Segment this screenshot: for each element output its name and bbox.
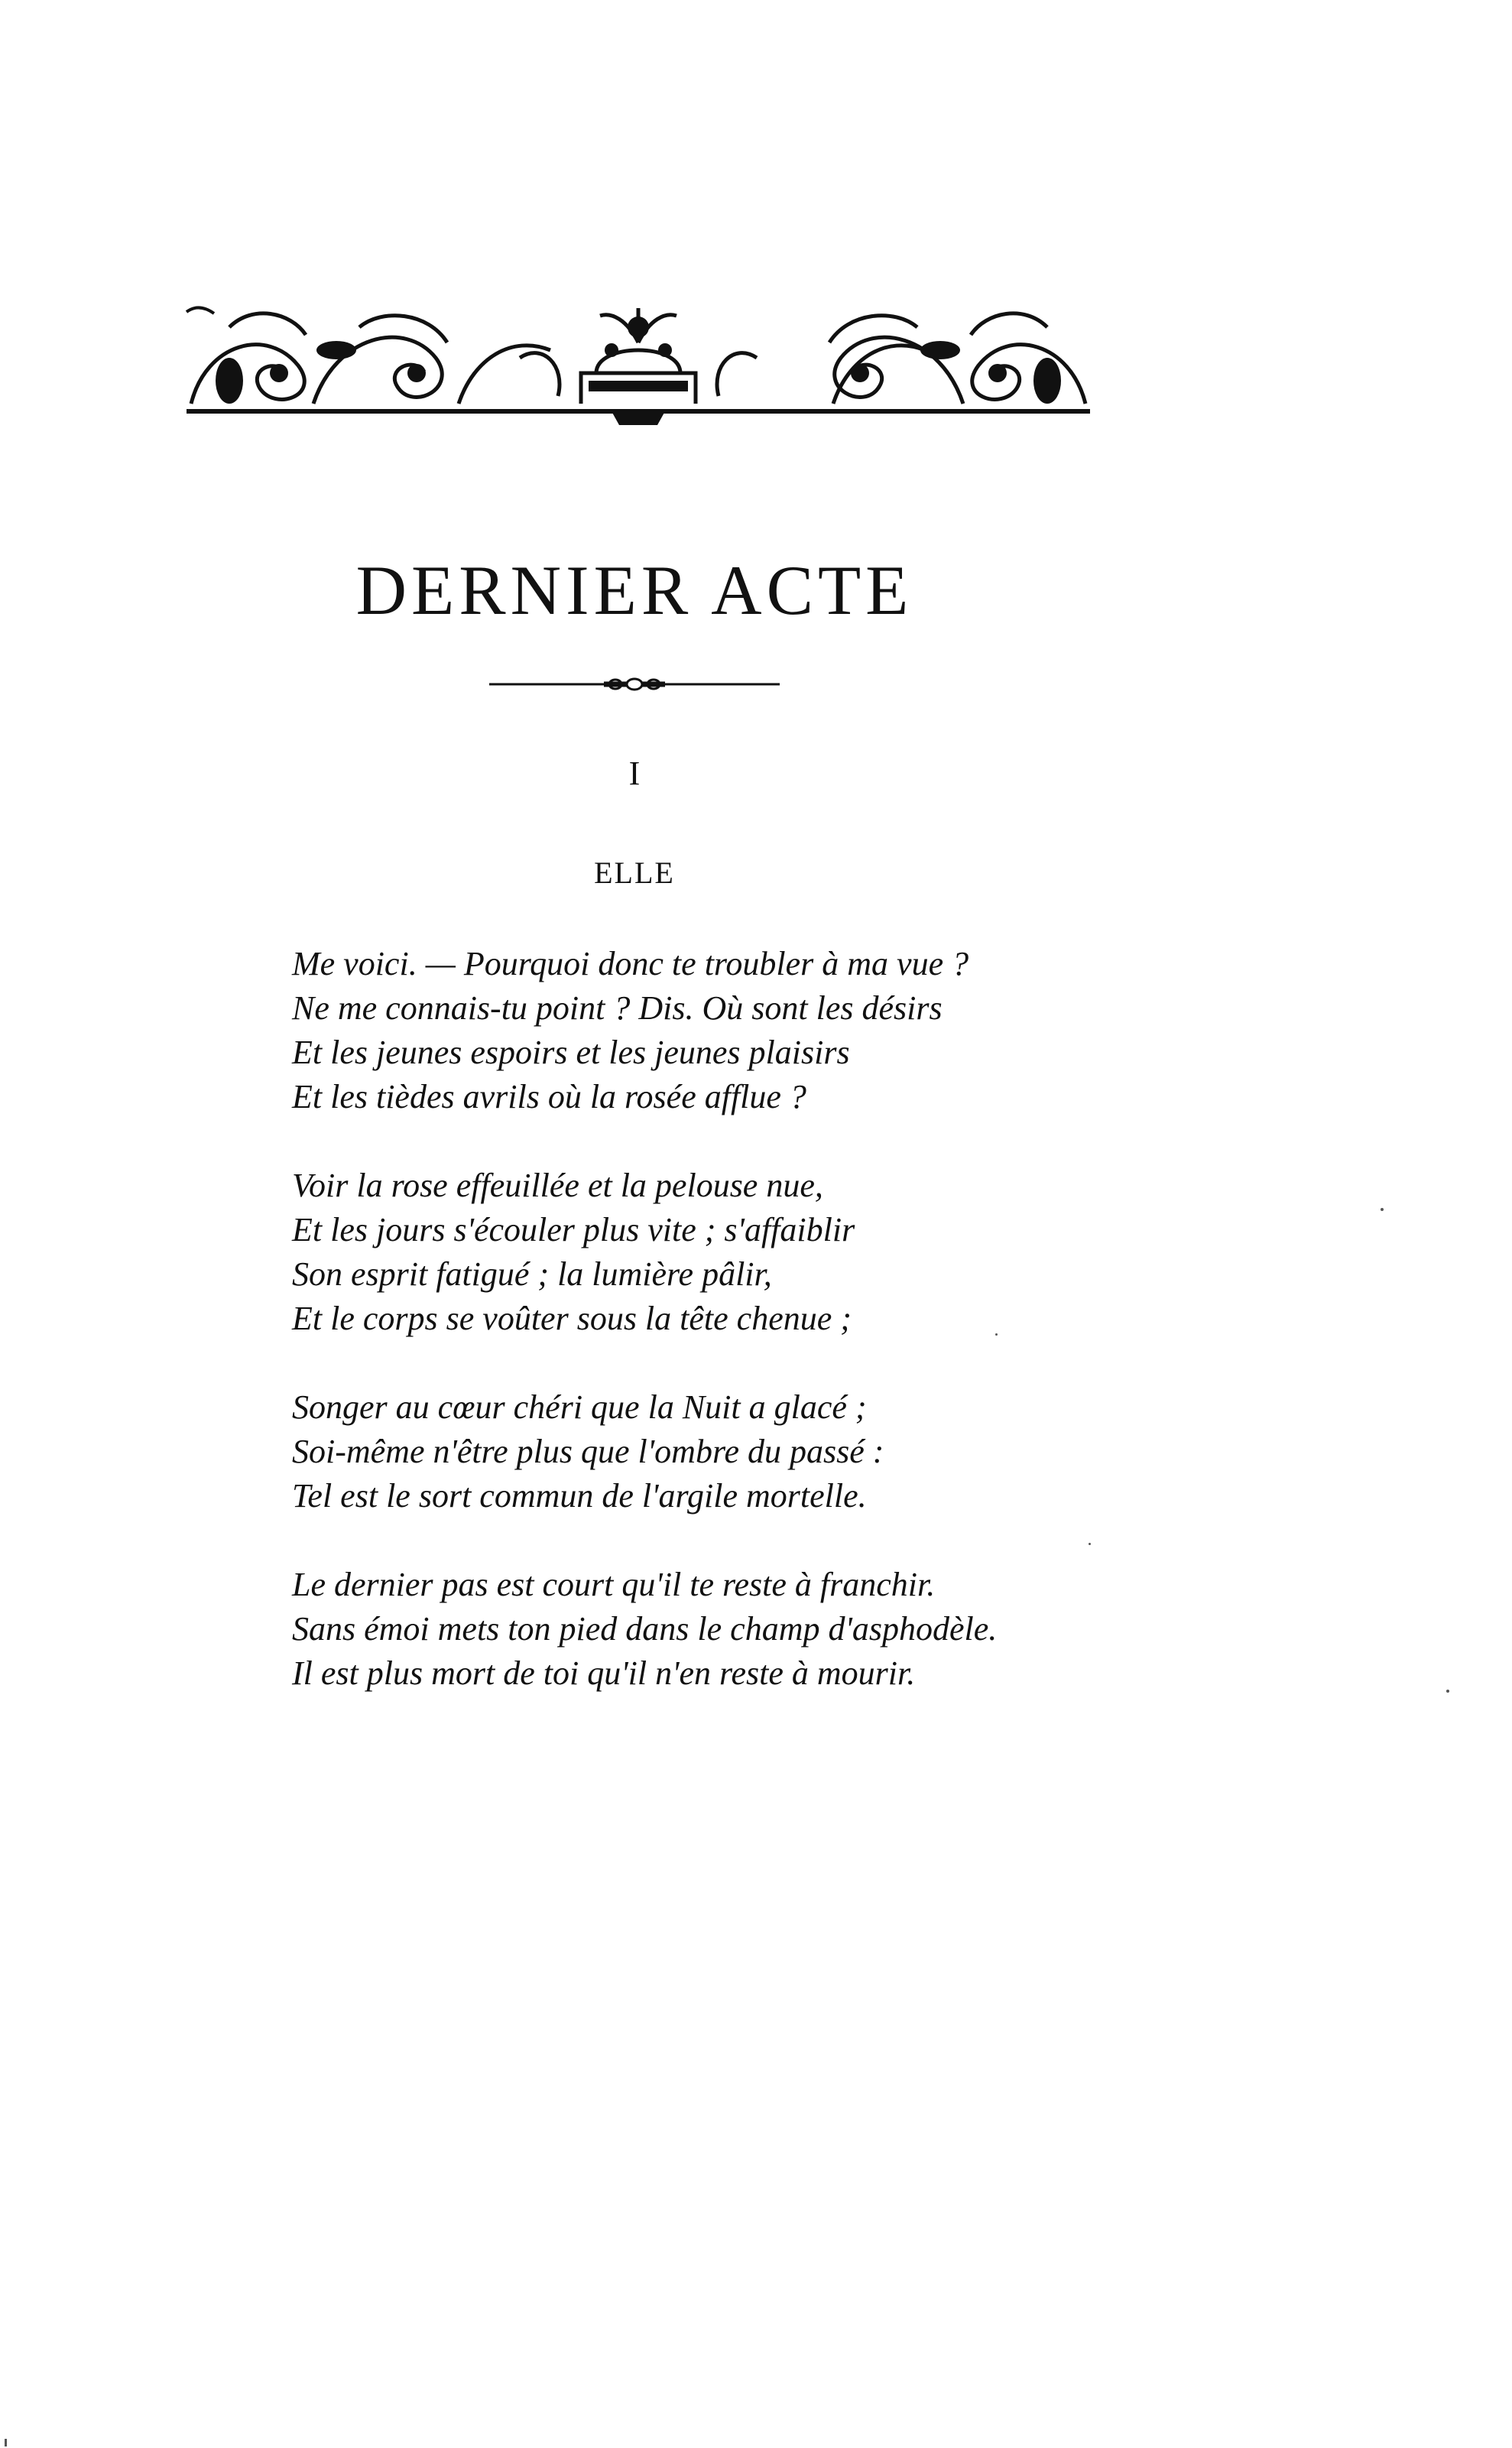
verse-line: Et les jeunes espoirs et les jeunes plaisirs: [292, 1034, 850, 1071]
scan-speck: [1446, 1690, 1449, 1693]
floral-scroll-icon: [183, 297, 1093, 428]
decorative-rule-icon: [489, 676, 780, 693]
verse-line: Et les tièdes avrils où la rosée afflue ?: [292, 1078, 806, 1115]
poem-body: [292, 942, 1056, 1740]
stanza: [292, 1563, 1056, 1696]
verse-line: Songer au cœur chéri que la Nuit a glacé ;: [292, 1388, 867, 1426]
scan-speck: [1381, 1208, 1384, 1211]
verse-line: Me voici. — Pourquoi donc te troubler à ma vue ?: [292, 945, 969, 982]
verse-line: Le dernier pas est court qu'il te reste à franchir.: [292, 1566, 936, 1603]
verse-line: Sans émoi mets ton pied dans le champ d'asphodèle.: [292, 1610, 998, 1648]
verse-line: Et le corps se voûter sous la tête chenue ;: [292, 1300, 852, 1337]
verse-line: Tel est le sort commun de l'argile mortelle.: [292, 1477, 867, 1515]
section-numeral: I: [628, 755, 641, 792]
scan-speck: [995, 1333, 998, 1336]
verse-line: Et les jours s'écouler plus vite ; s'affaiblir: [292, 1211, 855, 1248]
chapter-title: DERNIER ACTE: [355, 551, 913, 629]
headpiece-ornament: [183, 297, 1093, 428]
verse-line: Ne me connais-tu point ? Dis. Où sont les désirs: [292, 989, 943, 1027]
scan-speck: [1089, 1543, 1091, 1545]
verse-line: Son esprit fatigué ; la lumière pâlir,: [292, 1255, 772, 1293]
verse-line: Voir la rose effeuillée et la pelouse nue,: [292, 1167, 823, 1204]
stanza: [292, 1164, 1056, 1341]
speaker-heading: ELLE: [594, 856, 675, 890]
stanza: [292, 942, 1056, 1119]
stanza: [292, 1385, 1056, 1518]
scan-speck: [5, 2439, 7, 2446]
verse-line: Il est plus mort de toi qu'il n'en reste à mourir.: [292, 1654, 916, 1692]
verse-line: Soi-même n'être plus que l'ombre du passé :: [292, 1433, 884, 1470]
title-rule-ornament: [489, 676, 780, 693]
